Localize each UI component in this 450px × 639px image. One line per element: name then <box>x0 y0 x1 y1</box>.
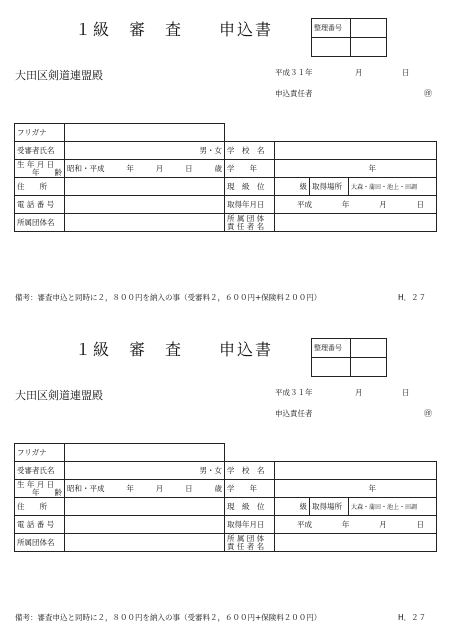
form-title: １級 審 査 申込書 <box>75 20 274 39</box>
acq-day: 日 <box>416 520 424 529</box>
org-representative-label <box>225 534 275 552</box>
current-rank-field[interactable] <box>275 178 437 196</box>
dob-label-bottom: 年 齢 <box>32 167 62 177</box>
org-rep-bottom: 責 任 者 名 <box>227 541 265 551</box>
dob-label-top: 生 年 月 日 <box>17 159 55 169</box>
acq-month: 月 <box>379 520 387 529</box>
rank-unit: 級 <box>275 178 310 195</box>
blank-area <box>225 444 437 462</box>
addressee: 大田区剣道連盟殿 <box>15 389 103 402</box>
place-options[interactable]: 大森・蒲田・池上・田調 <box>351 184 418 191</box>
furigana-field[interactable] <box>65 444 225 462</box>
org-rep-top: 所 属 団 体 <box>227 533 265 543</box>
acq-era: 平成 <box>297 200 312 209</box>
date-era: 平成３１年 <box>275 388 313 397</box>
registration-number-box <box>311 338 387 377</box>
acq-era: 平成 <box>297 520 312 529</box>
form-code: H．２７ <box>398 613 427 622</box>
acquired-date-label: 取得年月日 <box>225 196 275 214</box>
address-field[interactable] <box>65 498 225 516</box>
organization-label: 所属団体名 <box>15 534 65 552</box>
remarks-note: 備考：審査申込と同時に２，８００円を納入の事（受審料２，６００円+保険料２００円） <box>15 613 322 622</box>
dob-year: 年 <box>126 164 134 173</box>
organization-field[interactable] <box>65 214 225 232</box>
dob-field[interactable] <box>65 480 225 498</box>
blank-area <box>225 124 437 142</box>
org-representative-field[interactable] <box>275 534 437 552</box>
furigana-label: フリガナ <box>15 444 65 462</box>
form-title: １級 審 査 申込書 <box>75 340 274 359</box>
grade-label: 学 年 <box>225 160 275 178</box>
address-field[interactable] <box>65 178 225 196</box>
registration-blank-cell[interactable] <box>351 358 387 377</box>
current-rank-field[interactable] <box>275 498 437 516</box>
dob-age: 歳 <box>214 164 222 173</box>
acquired-date-label: 取得年月日 <box>225 516 275 534</box>
registration-blank-cell[interactable] <box>351 38 387 57</box>
grade-field[interactable] <box>275 160 437 178</box>
addressee: 大田区剣道連盟殿 <box>15 69 103 82</box>
school-field[interactable] <box>275 142 437 160</box>
gender-options[interactable]: 男・女 <box>199 146 222 155</box>
name-field[interactable] <box>65 462 225 480</box>
current-rank-label: 現 級 位 <box>225 498 275 516</box>
dob-era: 昭和・平成 <box>67 164 105 173</box>
acq-day: 日 <box>416 200 424 209</box>
registration-number-field[interactable] <box>351 19 387 38</box>
dob-month: 月 <box>155 484 164 493</box>
dob-label <box>15 480 65 498</box>
acquired-date-field[interactable] <box>275 516 437 534</box>
gender-options[interactable]: 男・女 <box>199 466 222 475</box>
grade-field[interactable] <box>275 480 437 498</box>
dob-day: 日 <box>185 164 193 173</box>
grade-unit: 年 <box>368 164 376 173</box>
responsible-person-label: 申込責任者 <box>275 89 313 98</box>
school-label: 学 校 名 <box>225 462 275 480</box>
place-options[interactable]: 大森・蒲田・池上・田調 <box>351 504 418 511</box>
org-rep-top: 所 属 団 体 <box>227 213 265 223</box>
date-month: 月 <box>355 68 363 77</box>
applicant-table <box>14 443 437 552</box>
name-field[interactable] <box>65 142 225 160</box>
rank-unit: 級 <box>275 498 310 515</box>
place-label: 取得場所 <box>310 498 349 515</box>
application-form-bottom <box>0 320 450 639</box>
registration-blank-cell[interactable] <box>312 358 351 377</box>
grade-label: 学 年 <box>225 480 275 498</box>
seal-mark: ㊞ <box>424 409 432 418</box>
organization-field[interactable] <box>65 534 225 552</box>
acquired-date-field[interactable] <box>275 196 437 214</box>
dob-label-bottom: 年 齢 <box>32 487 62 497</box>
school-label: 学 校 名 <box>225 142 275 160</box>
dob-era: 昭和・平成 <box>67 484 105 493</box>
phone-label: 電 話 番 号 <box>15 516 65 534</box>
current-rank-label: 現 級 位 <box>225 178 275 196</box>
registration-number-box <box>311 18 387 57</box>
seal-mark: ㊞ <box>424 89 432 98</box>
school-field[interactable] <box>275 462 437 480</box>
registration-blank-cell[interactable] <box>312 38 351 57</box>
name-label: 受審者氏名 <box>15 462 65 480</box>
date-day: 日 <box>402 68 410 77</box>
furigana-field[interactable] <box>65 124 225 142</box>
org-rep-bottom: 責 任 者 名 <box>227 221 265 231</box>
application-form-top <box>0 0 450 319</box>
dob-age: 歳 <box>214 484 222 493</box>
grade-unit: 年 <box>368 484 376 493</box>
phone-label: 電 話 番 号 <box>15 196 65 214</box>
phone-field[interactable] <box>65 516 225 534</box>
dob-day: 日 <box>185 484 193 493</box>
date-day: 日 <box>402 388 410 397</box>
dob-label-top: 生 年 月 日 <box>17 479 55 489</box>
organization-label: 所属団体名 <box>15 214 65 232</box>
date-month: 月 <box>355 388 363 397</box>
org-representative-label <box>225 214 275 232</box>
dob-month: 月 <box>155 164 164 173</box>
form-code: H．２７ <box>398 293 427 302</box>
address-label: 住 所 <box>15 178 65 196</box>
org-representative-field[interactable] <box>275 214 437 232</box>
registration-number-field[interactable] <box>351 339 387 358</box>
furigana-label: フリガナ <box>15 124 65 142</box>
applicant-table <box>14 123 437 232</box>
dob-field[interactable] <box>65 160 225 178</box>
responsible-person-label: 申込責任者 <box>275 409 313 418</box>
phone-field[interactable] <box>65 196 225 214</box>
date-era: 平成３１年 <box>275 68 313 77</box>
dob-label <box>15 160 65 178</box>
registration-number-label: 整理番号 <box>312 19 351 38</box>
acq-year: 年 <box>341 200 350 209</box>
name-label: 受審者氏名 <box>15 142 65 160</box>
place-label: 取得場所 <box>310 178 349 195</box>
address-label: 住 所 <box>15 498 65 516</box>
registration-number-label: 整理番号 <box>312 339 351 358</box>
acq-month: 月 <box>379 200 387 209</box>
dob-year: 年 <box>126 484 134 493</box>
acq-year: 年 <box>341 520 350 529</box>
remarks-note: 備考：審査申込と同時に２，８００円を納入の事（受審料２，６００円+保険料２００円） <box>15 293 322 302</box>
